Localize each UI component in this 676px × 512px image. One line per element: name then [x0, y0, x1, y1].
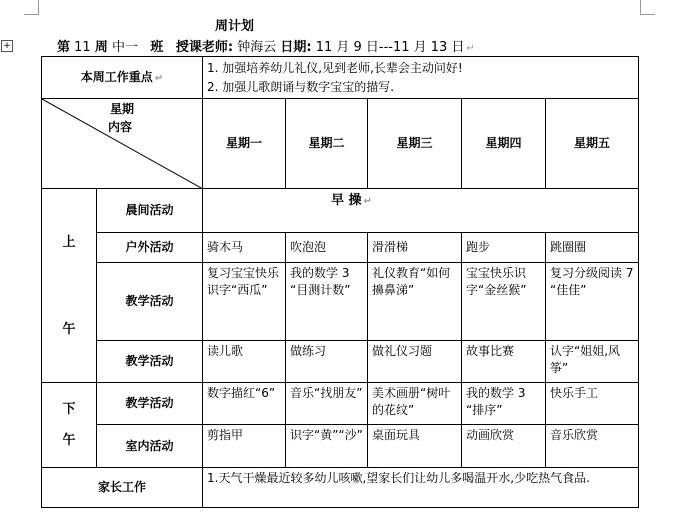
weekly-plan-table	[41, 56, 639, 508]
teach1-cell-thu: 宝宝快乐识字“金丝猴”	[462, 263, 546, 341]
teach2-cell-wed: 做礼仪习题	[368, 341, 462, 383]
week-suffix: 周	[94, 40, 108, 55]
date-range: 11 月 9 日---11 月 13 日	[315, 40, 465, 55]
early-activity-label: 晨间活动	[97, 189, 203, 233]
indoor-cell-thu: 动画欣赏	[462, 425, 546, 468]
parent-work-label: 家长工作	[42, 468, 203, 508]
morning-char-2: 午	[62, 321, 76, 337]
teacher-label: 授课老师:	[175, 40, 234, 55]
class-name: 中一	[112, 40, 139, 55]
focus-label: 本周工作重点	[80, 69, 153, 84]
day-header-1: 星期一	[203, 99, 286, 189]
teach2-cell-fri: 认字“姐姐,风筝”	[546, 341, 639, 383]
outdoor-activity-label: 户外活动	[97, 233, 203, 263]
teaching-activity-label-2: 教学活动	[97, 341, 203, 383]
teach1-cell-wed: 礼仪教育“如何擤鼻涕”	[368, 263, 462, 341]
afternoon-char-1: 下	[62, 402, 76, 417]
focus-content-cell	[203, 57, 639, 99]
page-corner-mark-right	[640, 0, 655, 15]
teach1-cell-mon: 复习宝宝快乐识字“西瓜”	[203, 263, 286, 341]
indoor-cell-mon: 剪指甲	[203, 425, 286, 468]
document-title: 周计划	[215, 19, 255, 34]
week-prefix: 第	[57, 40, 71, 55]
teach1-cell-fri: 复习分级阅读 7 “佳佳”	[546, 263, 639, 341]
outdoor-cell-wed: 滑滑梯	[368, 233, 462, 263]
indoor-cell-wed: 桌面玩具	[368, 425, 462, 468]
indoor-activity-label: 室内活动	[97, 425, 203, 468]
morning-char-1: 上	[62, 234, 76, 250]
teach3-cell-mon: 数字描红“6”	[203, 383, 286, 425]
teaching-activity-row-1	[42, 263, 639, 341]
plan-header-line: 第 11 周 中一 班 授课老师: 钟海云 日期: 11 月 9 日---11 月 13 日 ↵	[57, 40, 475, 55]
date-label: 日期:	[280, 40, 312, 55]
teach2-cell-thu: 故事比赛	[462, 341, 546, 383]
outdoor-activity-row	[42, 233, 639, 263]
teach2-cell-mon: 读儿歌	[203, 341, 286, 383]
day-header-2: 星期二	[286, 99, 368, 189]
day-header-3: 星期三	[368, 99, 462, 189]
teaching-activity-row-3	[42, 383, 639, 425]
afternoon-section-cell	[42, 383, 97, 468]
parent-work-row	[42, 468, 639, 508]
focus-item: 1. 加强培养幼儿礼仪,见到老师,长辈会主动问好!	[207, 61, 463, 75]
week-number: 11	[74, 40, 91, 55]
day-header-4: 星期四	[462, 99, 546, 189]
indoor-cell-fri: 音乐欣赏	[546, 425, 639, 468]
afternoon-char-2: 午	[62, 433, 76, 448]
focus-row	[42, 57, 639, 99]
outdoor-cell-fri: 跳圈圈	[546, 233, 639, 263]
teaching-activity-label-3: 教学活动	[97, 383, 203, 425]
table-move-handle-icon[interactable]: +	[1, 40, 13, 52]
teach2-cell-tue: 做练习	[286, 341, 368, 383]
indoor-activity-row	[42, 425, 639, 468]
focus-item: 2. 加强儿歌朗诵与数字宝宝的描写.	[207, 80, 395, 94]
corner-header-cell	[42, 99, 203, 189]
teach3-cell-tue: 音乐“找朋友”	[286, 383, 368, 425]
teach3-cell-fri: 快乐手工	[546, 383, 639, 425]
day-header-5: 星期五	[546, 99, 639, 189]
teaching-activity-row-2	[42, 341, 639, 383]
outdoor-cell-thu: 跑步	[462, 233, 546, 263]
teaching-activity-label-1: 教学活动	[97, 263, 203, 341]
parent-work-content: 1.天气干燥最近较多幼儿咳嗽,望家长们让幼儿多喝温开水,少吃热气食品.	[203, 468, 639, 508]
corner-header-week: 星期	[110, 102, 135, 116]
outdoor-cell-mon: 骑木马	[203, 233, 286, 263]
morning-section-cell	[42, 189, 97, 383]
corner-header-content: 内容	[108, 120, 133, 134]
page-corner-mark-left	[24, 0, 39, 15]
teach3-cell-wed: 美术画册“树叶的花纹”	[368, 383, 462, 425]
early-activity-row	[42, 189, 639, 233]
teach1-cell-tue: 我的数学 3 “目测计数”	[286, 263, 368, 341]
teacher-name: 钟海云	[237, 40, 277, 55]
indoor-cell-tue: 识字“黄”“沙”	[286, 425, 368, 468]
teach3-cell-thu: 我的数学 3 “排序”	[462, 383, 546, 425]
outdoor-cell-tue: 吹泡泡	[286, 233, 368, 263]
focus-label-cell: 本周工作重点 ↵	[42, 57, 203, 99]
early-activity-content: 早 操 ↵	[203, 189, 639, 233]
class-label: 班	[150, 40, 164, 55]
day-header-row	[42, 99, 639, 189]
